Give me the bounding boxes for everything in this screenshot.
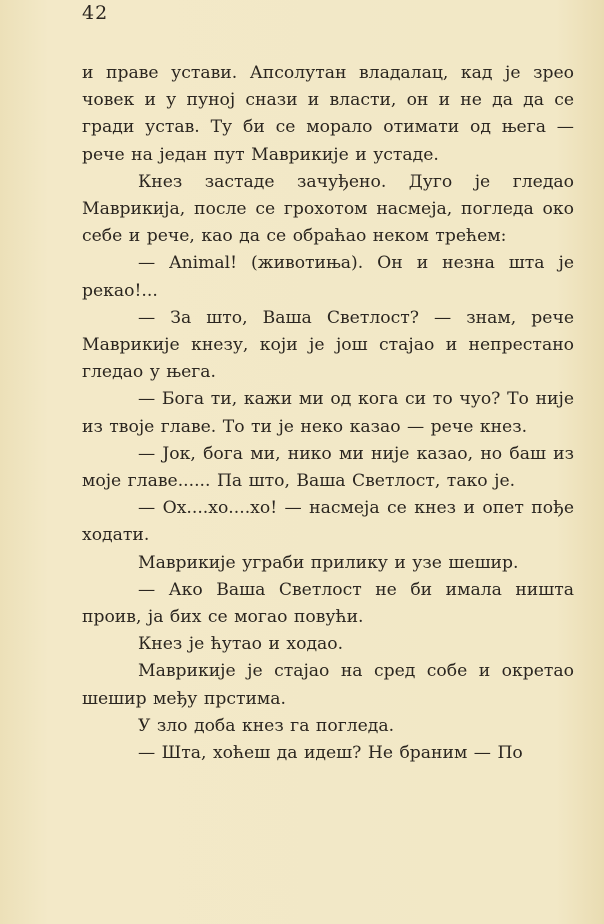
paragraph: — Animal! (животиња). Он и незна шта је рекао!... bbox=[82, 253, 574, 301]
page-number: 42 bbox=[82, 2, 109, 24]
paragraph: — Бога ти, кажи ми од кога си то чуо? То није из твоје главе. То ти је неко казао — рече кнез. bbox=[82, 389, 574, 437]
paragraph: Маврикије је стајао на сред собе и окретао шешир међу прстима. bbox=[82, 661, 574, 709]
page-text bbox=[82, 60, 574, 767]
paragraph: — Јок, бога ми, нико ми није казао, но баш из моје главе...... Па што, Ваша Светлост, тако је. bbox=[82, 443, 574, 492]
paragraph: — Ако Ваша Светлост не би имала ништа проив, ја бих се могао повући. bbox=[82, 579, 574, 628]
paragraph: У зло доба кнез га погледа. bbox=[138, 715, 395, 736]
paragraph: Маврикије уграби прилику и узе шешир. bbox=[138, 552, 519, 573]
paragraph: Кнез је ћутао и ходао. bbox=[138, 634, 344, 655]
paragraph: Кнез застаде зачуђено. Дуго је гледао Маврикија, после се грохотом насмеја, погледа око себе и рече, као да се обраћао неком трећем: bbox=[82, 171, 574, 247]
paragraph: — За што, Ваша Светлост? — знам, рече Маврикије кнезу, који је још стајао и непрестано гледао у њега. bbox=[82, 307, 574, 383]
paragraph: и праве устави. Апсолутан владалац, кад је зрео човек и у пуној снази и власти, он и не да да се гради устав. Ту би се морало отимати од њега — рече на један пут Маврикије и устаде. bbox=[82, 63, 574, 165]
paragraph: — Шта, хоћеш да идеш? Не браним — По bbox=[138, 743, 523, 764]
paragraph: — Ох....хо....хо! — насмеја се кнез и опет пође ходати. bbox=[82, 498, 574, 546]
